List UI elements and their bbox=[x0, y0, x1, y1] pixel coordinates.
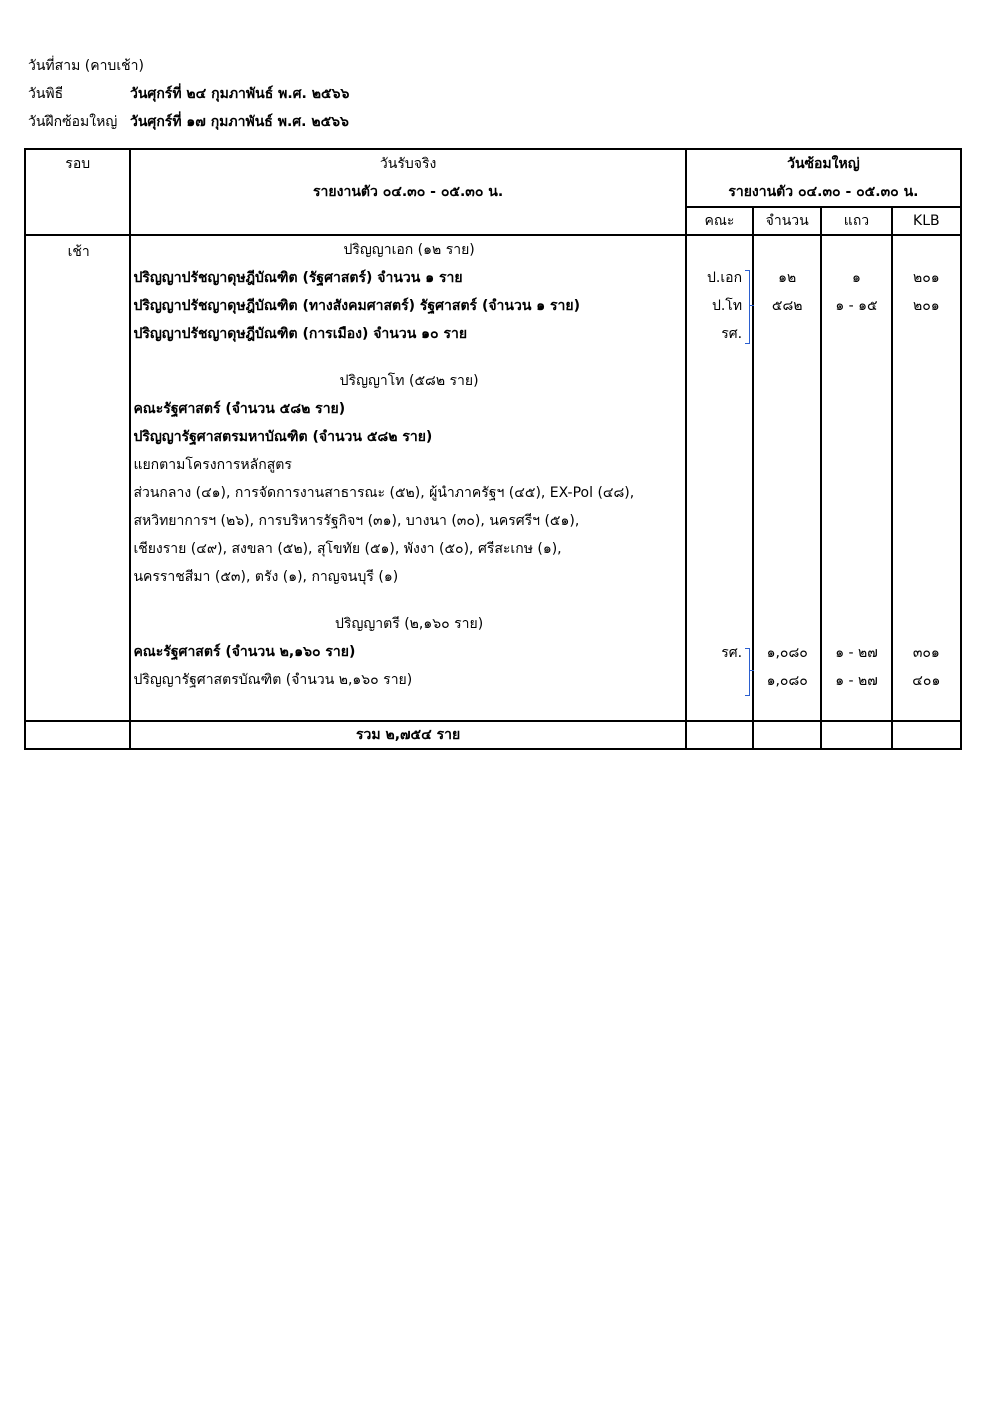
masters-heading: ปริญญาโท (๕๘๒ ราย) bbox=[339, 373, 479, 389]
count-value: ๑๒ bbox=[778, 270, 797, 286]
rehearsal-date-line bbox=[28, 108, 349, 136]
bachelor-heading: ปริญญาตรี (๒,๑๖๐ ราย) bbox=[335, 616, 484, 632]
rehearsal-report-time: รายงานตัว ๐๔.๓๐ - ๐๕.๓๐ น. bbox=[728, 184, 919, 200]
ceremony-date: วันศุกร์ที่ ๒๔ กุมภาพันธ์ พ.ศ. ๒๕๖๖ bbox=[130, 86, 350, 102]
row-value: ๑ - ๑๕ bbox=[835, 298, 878, 314]
schedule-table bbox=[24, 148, 962, 750]
header-round: รอบ bbox=[25, 149, 130, 235]
klb-value: ๔๐๑ bbox=[912, 673, 941, 689]
phd-line: ปริญญาปรัชญาดุษฎีบัณฑิต (การเมือง) จำนวน ๑๐ ราย bbox=[133, 326, 468, 342]
ceremony-date-line bbox=[28, 80, 349, 108]
masters-program-line: นครราชสีมา (๕๓), ตรัง (๑), กาญจนบุรี (๑) bbox=[133, 569, 399, 585]
total-empty-cell bbox=[686, 721, 753, 749]
phd-line: ปริญญาปรัชญาดุษฎีบัณฑิต (รัฐศาสตร์) จำนวน ๑ ราย bbox=[133, 270, 463, 286]
ceremony-label: วันพิธี bbox=[28, 86, 64, 102]
total-value: รวม ๒,๗๕๔ ราย bbox=[130, 721, 685, 749]
bachelor-faculty-line: คณะรัฐศาสตร์ (จำนวน ๒,๑๖๐ ราย) bbox=[133, 644, 356, 660]
faculty-value: ป.เอก bbox=[707, 270, 743, 286]
subheader-count: จำนวน bbox=[753, 207, 821, 235]
total-empty-cell bbox=[821, 721, 891, 749]
count-cell bbox=[753, 235, 821, 721]
subheader-klb: KLB bbox=[892, 207, 961, 235]
day-title: วันที่สาม (คาบเช้า) bbox=[28, 58, 144, 74]
rehearsal-date: วันศุกร์ที่ ๑๗ กุมภาพันธ์ พ.ศ. ๒๕๖๖ bbox=[130, 114, 349, 130]
rehearsal-label: วันฝึกซ้อมใหญ่ bbox=[28, 114, 118, 130]
row-value: ๑ bbox=[852, 270, 861, 286]
real-day-title: วันรับจริง bbox=[379, 156, 437, 172]
header-real-day bbox=[130, 149, 685, 235]
klb-value: ๓๐๑ bbox=[912, 645, 940, 661]
header-rehearsal bbox=[686, 149, 961, 207]
faculty-value: รศ. bbox=[721, 326, 743, 342]
subheader-faculty: คณะ bbox=[686, 207, 753, 235]
row-value: ๑ - ๒๗ bbox=[835, 645, 878, 661]
total-empty-cell bbox=[25, 721, 130, 749]
masters-program-line: ส่วนกลาง (๔๑), การจัดการงานสาธารณะ (๕๒), ผู้นำภาครัฐฯ (๔๕), EX-Pol (๔๘), bbox=[133, 485, 635, 501]
count-value: ๑,๐๘๐ bbox=[766, 673, 808, 689]
faculty-value: รศ. bbox=[721, 645, 743, 661]
masters-program-line: เชียงราย (๔๙), สงขลา (๕๒), สุโขทัย (๕๑), พังงา (๕๐), ศรีสะเกษ (๑), bbox=[133, 541, 562, 557]
klb-value: ๒๐๑ bbox=[912, 298, 940, 314]
klb-value: ๒๐๑ bbox=[912, 270, 940, 286]
masters-programs-title: แยกตามโครงการหลักสูตร bbox=[133, 457, 292, 473]
count-value: ๑,๐๘๐ bbox=[766, 645, 808, 661]
faculty-cell bbox=[686, 235, 753, 721]
row-value: ๑ - ๒๗ bbox=[835, 673, 878, 689]
total-empty-cell bbox=[753, 721, 821, 749]
count-value: ๕๘๒ bbox=[771, 298, 803, 314]
bachelor-degree-line: ปริญญารัฐศาสตรบัณฑิต (จำนวน ๒,๑๖๐ ราย) bbox=[133, 672, 413, 688]
total-empty-cell bbox=[892, 721, 961, 749]
phd-heading: ปริญญาเอก (๑๒ ราย) bbox=[343, 242, 475, 258]
masters-degree-line: ปริญญารัฐศาสตรมหาบัณฑิต (จำนวน ๕๘๒ ราย) bbox=[133, 429, 433, 445]
document-header bbox=[28, 52, 349, 136]
phd-brace-icon bbox=[745, 270, 750, 344]
degree-details-cell bbox=[130, 235, 685, 721]
real-day-report-time: รายงานตัว ๐๔.๓๐ - ๐๕.๓๐ น. bbox=[313, 184, 504, 200]
period-cell bbox=[25, 235, 130, 721]
phd-line: ปริญญาปรัชญาดุษฎีบัณฑิต (ทางสังคมศาสตร์) รัฐศาสตร์ (จำนวน ๑ ราย) bbox=[133, 298, 581, 314]
masters-program-line: สหวิทยาการฯ (๒๖), การบริหารรัฐกิจฯ (๓๑), บางนา (๓๐), นครศรีฯ (๕๑), bbox=[133, 513, 580, 529]
masters-faculty-line: คณะรัฐศาสตร์ (จำนวน ๕๘๒ ราย) bbox=[133, 401, 346, 417]
faculty-value: ป.โท bbox=[711, 298, 743, 314]
row-cell bbox=[821, 235, 891, 721]
subheader-row: แถว bbox=[821, 207, 891, 235]
klb-cell bbox=[892, 235, 961, 721]
bachelor-brace-icon bbox=[745, 648, 750, 696]
rehearsal-title: วันซ้อมใหญ่ bbox=[787, 156, 860, 172]
period-label: เช้า bbox=[67, 244, 90, 260]
